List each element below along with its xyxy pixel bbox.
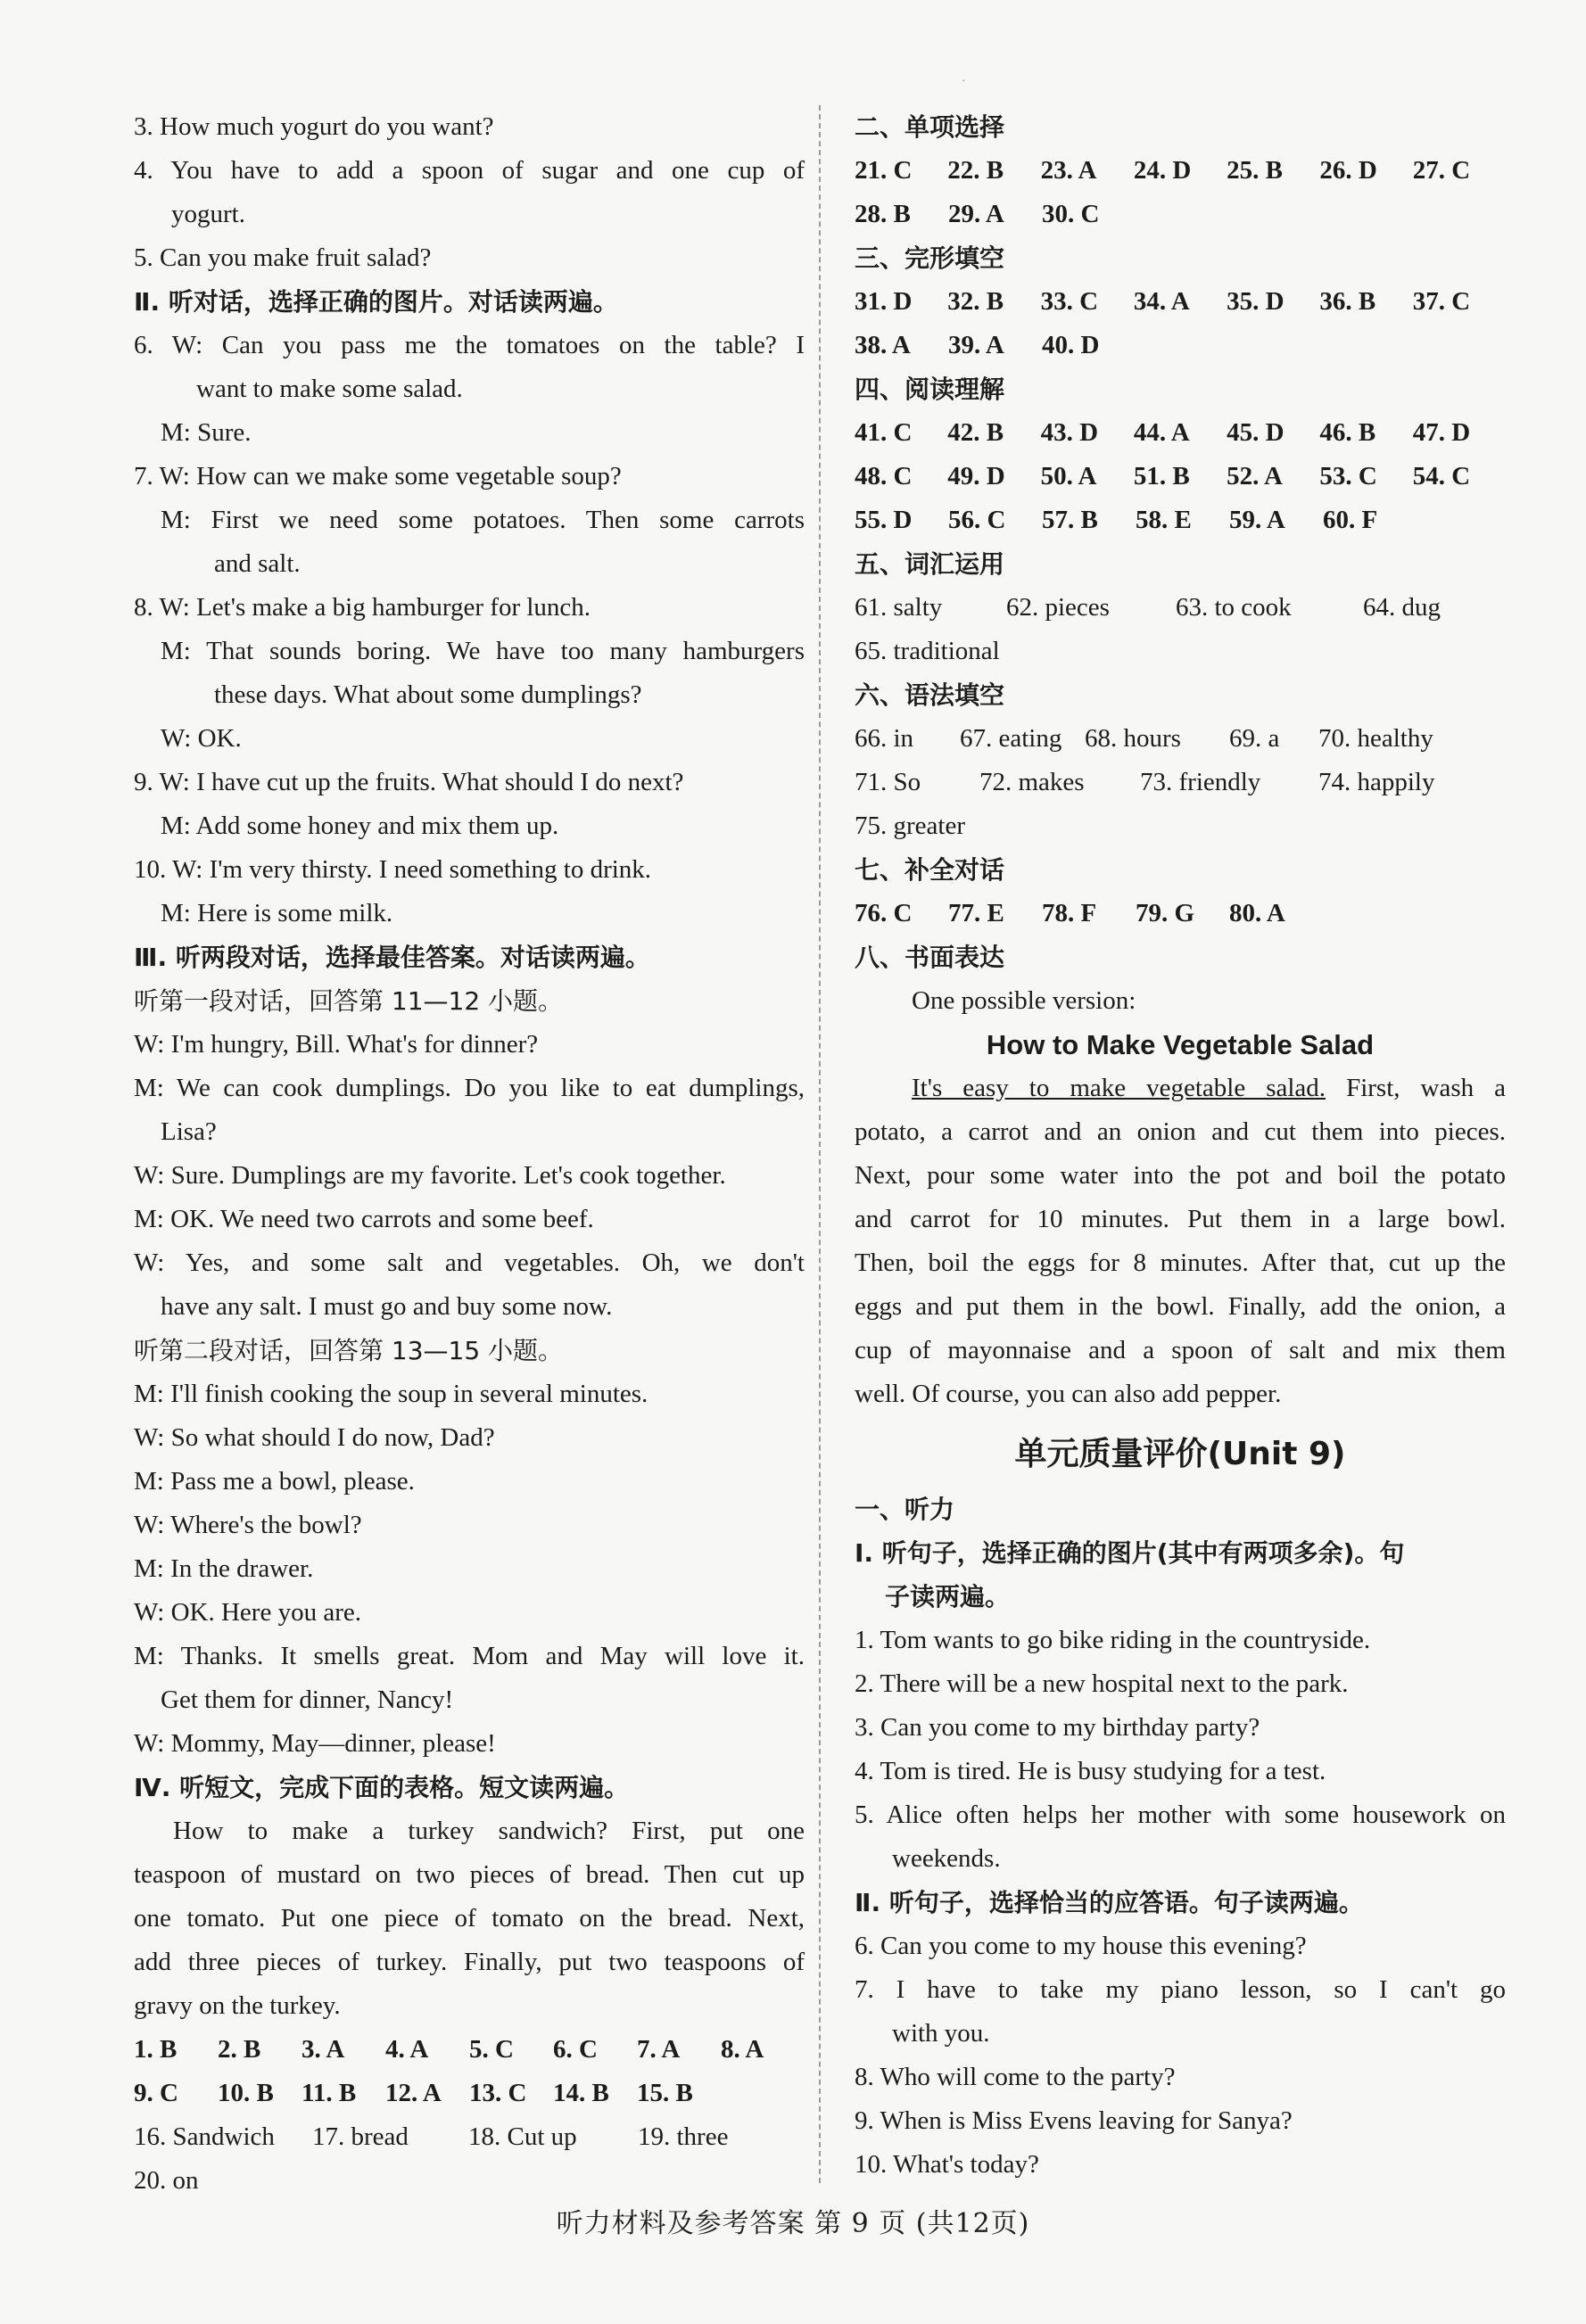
text-line: M: Pass me a bowl, please. (134, 1467, 415, 1496)
answer-row (855, 761, 1506, 804)
answer-item: 41. C (855, 418, 913, 447)
answer-item: 4. A (385, 2035, 429, 2064)
answer-item: 22. B (947, 156, 1004, 185)
answer-item: 58. E (1136, 506, 1192, 534)
text-line: W: So what should I do now, Dad? (134, 1423, 495, 1452)
answer-item: 45. D (1227, 418, 1284, 447)
answer-item: 31. D (855, 287, 913, 316)
answer-item: 75. greater (855, 812, 965, 840)
answer-item: 44. A (1133, 418, 1190, 447)
answer-item: 3. A (302, 2035, 345, 2064)
answer-row (134, 2028, 805, 2072)
answer-item: 17. bread (312, 2122, 409, 2151)
text-line: 1. Tom wants to go bike riding in the countryside. (855, 1626, 1371, 1654)
section-heading: Ⅳ. 听短文，完成下面的表格。短文读两遍。 (134, 1773, 630, 1802)
top-mark: · (962, 75, 966, 88)
right-column (855, 105, 1506, 2187)
answer-item: 18. Cut up (468, 2122, 577, 2151)
text-line: 7. I have to take my piano lesson, so I can't go (855, 1975, 1506, 2004)
text-line: have any salt. I must go and buy some now. (161, 1292, 613, 1321)
text-line: potato, a carrot and an onion and cut them into pieces. (855, 1117, 1506, 1146)
answer-item: 25. B (1227, 156, 1283, 185)
answer-item: 10. B (218, 2079, 274, 2107)
text-line: M: Here is some milk. (161, 899, 393, 927)
text-line: 8. Who will come to the party? (855, 2063, 1176, 2091)
answer-row (855, 149, 1506, 193)
section-heading: 四、阅读理解 (855, 375, 1005, 404)
text-line: W: Yes, and some salt and vegetables. Oh, we don't (134, 1249, 805, 1277)
text-line: M: First we need some potatoes. Then some carrots (161, 506, 805, 534)
text-line: Get them for dinner, Nancy! (161, 1685, 454, 1714)
answer-item: 7. A (637, 2035, 681, 2064)
answer-item: 42. B (947, 418, 1004, 447)
text-line: 9. When is Miss Evens leaving for Sanya? (855, 2106, 1293, 2135)
answer-item: 53. C (1319, 462, 1377, 490)
answer-item: 21. C (855, 156, 913, 185)
answer-row (855, 280, 1506, 324)
answer-item: 5. C (469, 2035, 514, 2064)
answer-item: 36. B (1319, 287, 1376, 316)
column-divider (819, 105, 821, 2183)
sub-heading: 听第一段对话，回答第 11—12 小题。 (134, 986, 564, 1016)
answer-item: 20. on (134, 2166, 199, 2195)
essay-title: How to Make Vegetable Salad (986, 1029, 1375, 1060)
text-line: W: Where's the bowl? (134, 1511, 362, 1539)
text-line: One possible version: (912, 986, 1136, 1015)
section-heading: Ⅰ. 听句子，选择正确的图片(其中有两项多余)。句 (855, 1538, 1405, 1568)
answer-item: 34. A (1133, 287, 1190, 316)
text-line: teaspoon of mustard on two pieces of bread. Then cut up (134, 1860, 805, 1889)
answer-item: 67. eating (960, 724, 1062, 753)
answer-item: 76. C (855, 899, 913, 927)
answer-item: 71. So (855, 768, 921, 796)
answer-item: 2. B (218, 2035, 261, 2064)
answer-row (134, 2115, 805, 2159)
text-line: yogurt. (171, 200, 245, 228)
answer-row (855, 717, 1506, 761)
answer-item: 49. D (947, 462, 1005, 490)
answer-item: 79. G (1136, 899, 1195, 927)
section-heading: Ⅱ. 听对话，选择正确的图片。对话读两遍。 (134, 287, 618, 317)
text-line: M: Add some honey and mix them up. (161, 812, 559, 840)
text-line: add three pieces of turkey. Finally, put two teaspoons of (134, 1948, 805, 1976)
answer-item: 74. happily (1318, 768, 1435, 796)
answer-item: 66. in (855, 724, 914, 753)
answer-row (855, 455, 1506, 499)
text-line: Next, pour some water into the pot and boil the potato (855, 1161, 1506, 1190)
text-line: 5. Alice often helps her mother with some housework on (855, 1801, 1506, 1829)
answer-item: 50. A (1040, 462, 1097, 490)
text-line: 3. How much yogurt do you want? (134, 112, 494, 141)
answer-item: 72. makes (979, 768, 1085, 796)
text-line: 5. Can you make fruit salad? (134, 243, 432, 272)
answer-item: 61. salty (855, 593, 943, 622)
answer-item: 59. A (1229, 506, 1285, 534)
text-line: 3. Can you come to my birthday party? (855, 1713, 1260, 1742)
text-line: W: I'm hungry, Bill. What's for dinner? (134, 1030, 539, 1059)
section-heading: 一、听力 (855, 1495, 955, 1524)
answer-row (855, 892, 1506, 935)
answer-item: 16. Sandwich (134, 2122, 275, 2151)
answer-item: 38. A (855, 331, 911, 359)
answer-item: 23. A (1040, 156, 1097, 185)
text-span: First, wash a (1326, 1074, 1506, 1102)
answer-item: 35. D (1227, 287, 1284, 316)
text-line: cup of mayonnaise and a spoon of salt and mix them (855, 1336, 1506, 1364)
answer-item: 29. A (948, 200, 1004, 228)
answer-item: 51. B (1133, 462, 1190, 490)
section-heading: 八、书面表达 (855, 943, 1005, 972)
text-line: gravy on the turkey. (134, 1991, 341, 2020)
section-heading: Ⅲ. 听两段对话，选择最佳答案。对话读两遍。 (134, 943, 650, 972)
text-line: weekends. (892, 1844, 1001, 1873)
answer-item: 48. C (855, 462, 913, 490)
text-line: 2. There will be a new hospital next to the park. (855, 1669, 1349, 1698)
answer-item: 70. healthy (1318, 724, 1433, 753)
text-line: M: OK. We need two carrots and some beef. (134, 1205, 594, 1233)
section-heading: Ⅱ. 听句子，选择恰当的应答语。句子读两遍。 (855, 1888, 1364, 1917)
answer-item: 43. D (1040, 418, 1099, 447)
text-line: M: That sounds boring. We have too many hamburgers (161, 637, 805, 665)
text-line: M: We can cook dumplings. Do you like to eat dumplings, (134, 1074, 805, 1102)
answer-item: 65. traditional (855, 637, 1000, 665)
answer-item: 73. friendly (1140, 768, 1261, 796)
text-line: 4. Tom is tired. He is busy studying for a test. (855, 1757, 1326, 1785)
answer-item: 32. B (947, 287, 1004, 316)
answer-item: 19. three (638, 2122, 729, 2151)
answer-item: 15. B (637, 2079, 693, 2107)
text-line: 8. W: Let's make a big hamburger for lunch. (134, 593, 591, 622)
text-line: Lisa? (161, 1117, 217, 1146)
text-line: with you. (892, 2019, 990, 2048)
answer-item: 64. dug (1363, 593, 1441, 622)
text-line (855, 1067, 1506, 1110)
answer-item: 77. E (948, 899, 1004, 927)
left-column (134, 105, 805, 2203)
text-line: well. Of course, you can also add pepper. (855, 1380, 1282, 1408)
text-line: W: Mommy, May—dinner, please! (134, 1729, 496, 1758)
text-line: Then, boil the eggs for 8 minutes. After that, cut up the (855, 1249, 1506, 1277)
text-line: How to make a turkey sandwich? First, put one (173, 1817, 805, 1845)
text-line: 7. W: How can we make some vegetable soup? (134, 462, 622, 490)
answer-item: 69. a (1229, 724, 1280, 753)
answer-item: 60. F (1323, 506, 1378, 534)
text-line: 9. W: I have cut up the fruits. What should I do next? (134, 768, 684, 796)
answer-row (855, 499, 1506, 542)
answer-item: 37. C (1412, 287, 1471, 316)
answer-item: 13. C (469, 2079, 527, 2107)
answer-item: 47. D (1412, 418, 1471, 447)
answer-item: 8. A (721, 2035, 764, 2064)
section-heading: 二、单项选择 (855, 112, 1005, 142)
text-line: 4. You have to add a spoon of sugar and one cup of (134, 156, 805, 185)
section-heading: 五、词汇运用 (855, 549, 1005, 579)
section-heading: 子读两遍。 (885, 1582, 1011, 1611)
answer-item: 12. A (385, 2079, 442, 2107)
text-line: 6. W: Can you pass me the tomatoes on the table? I (134, 331, 805, 359)
answer-item: 68. hours (1085, 724, 1181, 753)
answer-item: 52. A (1227, 462, 1283, 490)
text-line: M: Thanks. It smells great. Mom and May will love it. (134, 1642, 805, 1670)
answer-item: 9. C (134, 2079, 178, 2107)
text-line: 10. What's today? (855, 2150, 1039, 2179)
answer-item: 11. B (302, 2079, 357, 2107)
answer-item: 1. B (134, 2035, 178, 2064)
answer-item: 56. C (948, 506, 1006, 534)
text-line: eggs and put them in the bowl. Finally, add the onion, a (855, 1292, 1506, 1321)
answer-row (134, 2072, 805, 2115)
answer-row (855, 193, 1506, 236)
answer-item: 14. B (553, 2079, 609, 2107)
answer-item: 24. D (1133, 156, 1192, 185)
answer-item: 28. B (855, 200, 911, 228)
answer-item: 46. B (1319, 418, 1376, 447)
section-heading: 七、补全对话 (855, 855, 1005, 885)
answer-item: 33. C (1040, 287, 1099, 316)
text-line: 6. Can you come to my house this evening? (855, 1932, 1307, 1960)
answer-item: 26. D (1319, 156, 1377, 185)
section-heading: 六、语法填空 (855, 680, 1005, 710)
answer-item: 78. F (1042, 899, 1097, 927)
answer-item: 39. A (948, 331, 1004, 359)
text-line: and carrot for 10 minutes. Put them in a large bowl. (855, 1205, 1506, 1233)
answer-item: 55. D (855, 506, 913, 534)
answer-item: 57. B (1042, 506, 1098, 534)
answer-row (855, 324, 1506, 367)
text-line: W: OK. Here you are. (134, 1598, 361, 1627)
text-line: 10. W: I'm very thirsty. I need something to drink. (134, 855, 652, 884)
text-line: W: OK. (161, 724, 242, 753)
text-line: M: Sure. (161, 418, 252, 447)
text-line: and salt. (214, 549, 301, 578)
answer-item: 54. C (1412, 462, 1471, 490)
text-line: want to make some salad. (196, 375, 463, 403)
text-line: these days. What about some dumplings? (214, 680, 642, 709)
text-line: M: I'll finish cooking the soup in several minutes. (134, 1380, 648, 1408)
text-line: M: In the drawer. (134, 1554, 314, 1583)
answer-item: 27. C (1412, 156, 1471, 185)
answer-item: 63. to cook (1176, 593, 1292, 622)
section-heading: 三、完形填空 (855, 243, 1005, 273)
page-footer: 听力材料及参考答案 第 9 页 (共12页) (556, 2208, 1030, 2239)
answer-item: 40. D (1042, 331, 1100, 359)
answer-row (855, 411, 1506, 455)
answer-item: 62. pieces (1006, 593, 1110, 622)
answer-item: 30. C (1042, 200, 1100, 228)
text-line: W: Sure. Dumplings are my favorite. Let's cook together. (134, 1161, 726, 1190)
sub-heading: 听第二段对话，回答第 13—15 小题。 (134, 1336, 564, 1365)
underlined-sentence: It's easy to make vegetable salad. (912, 1074, 1326, 1102)
unit-title: 单元质量评价(Unit 9) (1014, 1436, 1346, 1472)
answer-item: 80. A (1229, 899, 1285, 927)
text-line: one tomato. Put one piece of tomato on the bread. Next, (134, 1904, 805, 1933)
answer-item: 6. C (553, 2035, 598, 2064)
answer-row (855, 586, 1506, 630)
